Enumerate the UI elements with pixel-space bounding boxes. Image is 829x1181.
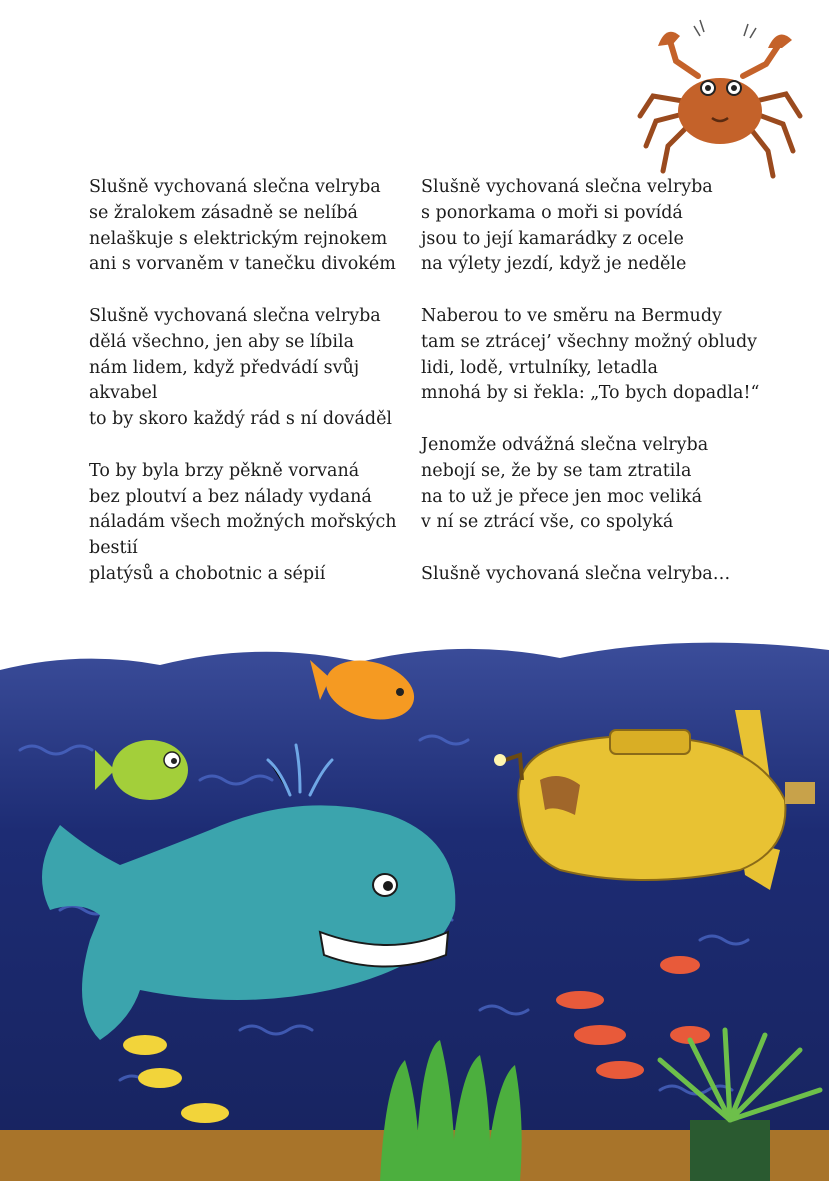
poem-line: tam se ztrácej’ všechny možný obludy	[421, 331, 758, 352]
propeller	[785, 782, 815, 804]
poem-line: Slušně vychovaná slečna velryba…	[421, 563, 731, 584]
poem-line: jsou to její kamarádky z ocele	[421, 228, 684, 249]
poem-line: Naberou to ve směru na Bermudy	[421, 305, 722, 326]
poem-line: nám lidem, když předvádí svůj	[89, 357, 360, 378]
poem-line: na výlety jezdí, když je neděle	[421, 254, 687, 275]
poem-line: akvabel	[89, 383, 158, 404]
poem-line: v ní se ztrácí vše, co spolyká	[421, 512, 674, 533]
poem-left-column	[89, 175, 397, 614]
submarine-hatch	[610, 730, 690, 754]
poem-line: Slušně vychovaná slečna velryba	[89, 305, 381, 326]
periscope-light	[494, 754, 506, 766]
stanza	[421, 304, 760, 407]
poem-line: nebojí se, že by se tam ztratila	[421, 460, 692, 481]
poem-line: platýsů a chobotnic a sépií	[89, 563, 326, 584]
crab-motion-marks	[694, 20, 756, 38]
poem-line: to by skoro každý rád s ní dováděl	[89, 409, 393, 430]
yellow-fish	[181, 1103, 229, 1123]
crab-body	[678, 78, 762, 144]
stanza	[421, 433, 751, 536]
poem-line: Slušně vychovaná slečna velryba	[89, 177, 381, 197]
red-fish	[596, 1061, 644, 1079]
stanza	[89, 175, 396, 278]
poem-line: To by byla brzy pěkně vorvaná	[89, 460, 360, 481]
stanza	[89, 459, 397, 588]
poem-line: Slušně vychovaná slečna velryba	[421, 177, 713, 197]
poem-right-column	[421, 175, 760, 614]
poem-line: bestií	[89, 538, 138, 559]
poem-line: náladám všech možných mořských	[89, 512, 397, 533]
poem-line: na to už je přece jen moc veliká	[421, 486, 703, 507]
poem-line: nelaškuje s elektrickým rejnokem	[89, 228, 388, 249]
yellow-fish	[138, 1068, 182, 1088]
sea-illustration	[0, 610, 829, 1181]
poem-line: bez ploutví a bez nálady vydaná	[89, 486, 372, 507]
poem-line: lidi, lodě, vrtulníky, letadla	[421, 357, 658, 378]
poem-line: s ponorkama o moři si povídá	[421, 202, 683, 223]
poem-line: mnohá by si řekla: „To bych dopadla!“	[421, 383, 760, 404]
red-fish	[556, 991, 604, 1009]
crab-claw-left	[658, 32, 680, 46]
crab-illustration	[628, 6, 818, 196]
stanza	[421, 562, 751, 588]
submarine-eye	[540, 776, 580, 815]
stanza	[89, 304, 393, 433]
poem-line: se žralokem zásadně se nelíbá	[89, 202, 358, 223]
poem-line: ani s vorvaněm v tanečku divokém	[89, 254, 396, 275]
red-fish	[574, 1025, 626, 1045]
red-fish	[660, 956, 700, 974]
poem-line: Jenomže odvážná slečna velryba	[421, 434, 709, 455]
crab-claw-right	[768, 35, 792, 48]
poem-line: dělá všechno, jen aby se líbila	[89, 331, 355, 352]
crab-claw-arms	[670, 41, 778, 76]
fish-green-body	[112, 740, 188, 800]
yellow-fish	[123, 1035, 167, 1055]
